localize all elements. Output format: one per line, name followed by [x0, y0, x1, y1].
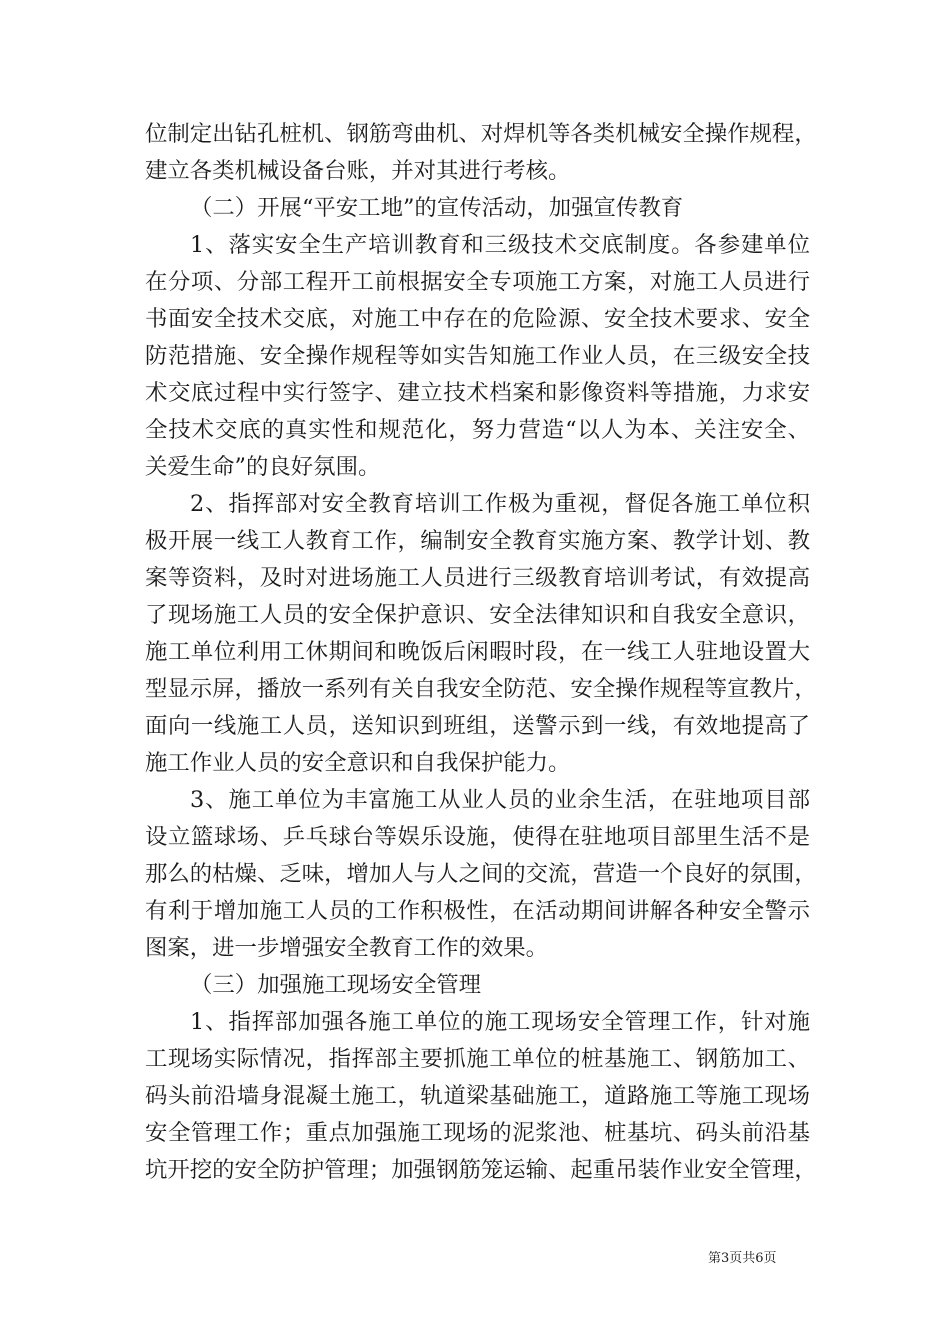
text-line: 2、指挥部对安全教育培训工作极为重视，督促各施工单位积	[190, 491, 810, 517]
text-line: 了现场施工人员的安全保护意识、安全法律知识和自我安全意识，	[145, 602, 810, 628]
text-line: 那么的枯燥、乏味，增加人与人之间的交流，营造一个良好的氛围，	[145, 861, 817, 887]
text-line: （二）开展“平安工地”的宣传活动，加强宣传教育	[190, 195, 684, 221]
text-line: 关爱生命”的良好氛围。	[145, 454, 381, 480]
text-line: 1、指挥部加强各施工单位的施工现场安全管理工作，针对施	[190, 1009, 810, 1035]
text-line: 位制定出钻孔桩机、钢筋弯曲机、对焊机等各类机械安全操作规程，	[145, 121, 817, 147]
text-line: 图案，进一步增强安全教育工作的效果。	[145, 935, 549, 961]
text-line: 1、落实安全生产培训教育和三级技术交底制度。各参建单位	[190, 232, 810, 258]
text-line: 型显示屏，播放一系列有关自我安全防范、安全操作规程等宣教片，	[145, 676, 817, 702]
page-number: 第3页共6页	[708, 1251, 777, 1266]
text-line: 有利于增加施工人员的工作积极性，在活动期间讲解各种安全警示	[145, 898, 810, 924]
text-line: （三）加强施工现场安全管理	[190, 972, 482, 998]
text-line: 坑开挖的安全防护管理；加强钢筋笼运输、起重吊装作业安全管理，	[145, 1157, 817, 1183]
text-line: 面向一线施工人员，送知识到班组，送警示到一线，有效地提高了	[145, 713, 810, 739]
text-line: 3、施工单位为丰富施工从业人员的业余生活，在驻地项目部	[190, 787, 810, 813]
text-line: 全技术交底的真实性和规范化，努力营造“以人为本、关注安全、	[145, 417, 810, 443]
text-line: 书面安全技术交底，对施工中存在的危险源、安全技术要求、安全	[145, 306, 810, 332]
text-line: 防范措施、安全操作规程等如实告知施工作业人员，在三级安全技	[145, 343, 810, 369]
text-line: 工现场实际情况，指挥部主要抓施工单位的桩基施工、钢筋加工、	[145, 1046, 810, 1072]
text-line: 术交底过程中实行签字、建立技术档案和影像资料等措施，力求安	[145, 380, 810, 406]
document-body	[145, 118, 817, 1191]
text-line: 设立篮球场、乒乓球台等娱乐设施，使得在驻地项目部里生活不是	[145, 824, 810, 850]
text-line: 安全管理工作；重点加强施工现场的泥浆池、桩基坑、码头前沿基	[145, 1120, 810, 1146]
text-line: 施工单位利用工休期间和晚饭后闲暇时段，在一线工人驻地设置大	[145, 639, 810, 665]
text-line: 极开展一线工人教育工作，编制安全教育实施方案、教学计划、教	[145, 528, 810, 554]
text-line: 码头前沿墙身混凝土施工，轨道梁基础施工，道路施工等施工现场	[145, 1083, 810, 1109]
text-line: 案等资料，及时对进场施工人员进行三级教育培训考试，有效提高	[145, 565, 810, 591]
text-line: 施工作业人员的安全意识和自我保护能力。	[145, 750, 571, 776]
text-line: 在分项、分部工程开工前根据安全专项施工方案，对施工人员进行	[145, 269, 810, 295]
text-line: 建立各类机械设备台账，并对其进行考核。	[145, 158, 571, 184]
